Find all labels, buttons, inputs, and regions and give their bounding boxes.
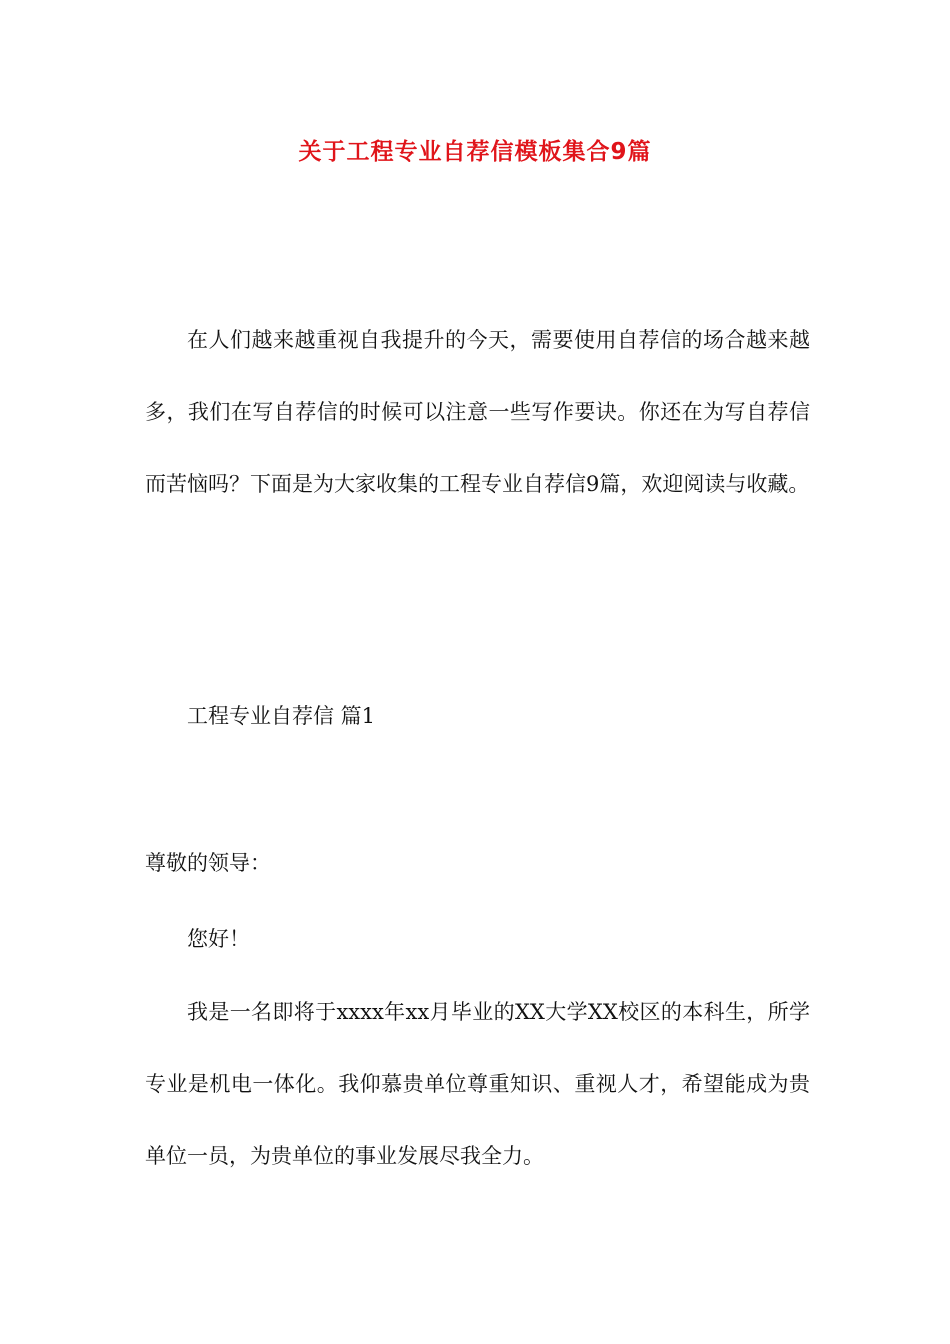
document-title: 关于工程专业自荐信模板集合9篇 (298, 139, 652, 165)
intro-paragraph: 在人们越来越重视自我提升的今天，需要使用自荐信的场合越来越多，我们在写自荐信的时候可以注意一些写作要诀。你还在为写自荐信而苦恼吗？下面是为大家收集的工程专业自荐信9篇，欢迎阅读与收藏。 (145, 328, 810, 496)
greeting: 您好！ (187, 927, 250, 951)
section-heading: 工程专业自荐信 篇1 (187, 704, 376, 728)
salutation: 尊敬的领导： (145, 851, 271, 875)
body-paragraph: 我是一名即将于xxxx年xx月毕业的XX大学XX校区的本科生，所学专业是机电一体化。我仰慕贵单位尊重知识、重视人才，希望能成为贵单位一员，为贵单位的事业发展尽我全力。 (145, 1000, 810, 1168)
